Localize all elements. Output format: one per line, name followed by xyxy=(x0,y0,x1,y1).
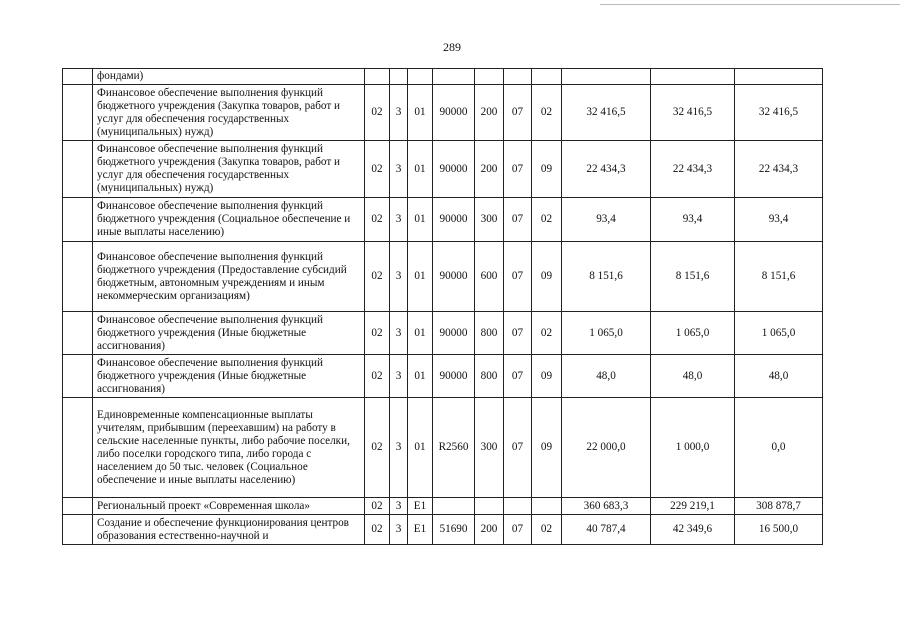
amount-cell: 0,0 xyxy=(735,398,823,498)
row-marker-cell xyxy=(63,312,93,355)
table-body xyxy=(63,69,823,545)
table-row xyxy=(63,498,823,515)
amount-cell: 308 878,7 xyxy=(735,498,823,515)
code-cell: 3 xyxy=(390,312,408,355)
code-cell: 07 xyxy=(504,141,532,198)
amount-cell: 40 787,4 xyxy=(562,515,651,545)
row-marker-cell xyxy=(63,515,93,545)
item-name: Финансовое обеспечение выполнения функций бюджетного учреждения (Социальное обеспечение и иные выплаты населению) xyxy=(93,198,365,242)
code-cell: 3 xyxy=(390,141,408,198)
code-cell: 3 xyxy=(390,198,408,242)
code-cell xyxy=(408,69,433,85)
code-cell xyxy=(504,69,532,85)
code-cell: 02 xyxy=(365,515,390,545)
amount-cell: 22 434,3 xyxy=(735,141,823,198)
item-name: Создание и обеспечение функционирования центров образования естественно-научной и xyxy=(93,515,365,545)
code-cell xyxy=(504,498,532,515)
code-cell: 01 xyxy=(408,198,433,242)
code-cell: 02 xyxy=(365,398,390,498)
code-cell: 90000 xyxy=(433,355,475,398)
row-marker-cell xyxy=(63,141,93,198)
row-marker-cell xyxy=(63,85,93,141)
code-cell xyxy=(532,498,562,515)
amount-cell: 32 416,5 xyxy=(651,85,735,141)
amount-cell xyxy=(651,69,735,85)
code-cell xyxy=(475,69,504,85)
item-name: Финансовое обеспечение выполнения функций бюджетного учреждения (Иные бюджетные ассигнования) xyxy=(93,312,365,355)
code-cell xyxy=(365,69,390,85)
row-marker-cell xyxy=(63,498,93,515)
code-cell: 02 xyxy=(365,355,390,398)
item-name: Финансовое обеспечение выполнения функций бюджетного учреждения (Закупка товаров, работ и услуг для обеспечения государственных (муниципальных) нужд) xyxy=(93,141,365,198)
code-cell: 02 xyxy=(532,312,562,355)
code-cell: 51690 xyxy=(433,515,475,545)
amount-cell: 16 500,0 xyxy=(735,515,823,545)
row-marker-cell xyxy=(63,355,93,398)
code-cell: 07 xyxy=(504,355,532,398)
code-cell: 01 xyxy=(408,85,433,141)
code-cell: 09 xyxy=(532,398,562,498)
amount-cell: 1 065,0 xyxy=(651,312,735,355)
amount-cell: 93,4 xyxy=(735,198,823,242)
item-name: Финансовое обеспечение выполнения функций бюджетного учреждения (Иные бюджетные ассигнования) xyxy=(93,355,365,398)
amount-cell: 48,0 xyxy=(562,355,651,398)
code-cell: E1 xyxy=(408,498,433,515)
row-marker-cell xyxy=(63,398,93,498)
code-cell: 90000 xyxy=(433,242,475,312)
item-name: Единовременные компенсационные выплаты учителям, прибывшим (переехавшим) на работу в сельские населенные пункты, либо рабочие поселки, либо поселки городского типа, либо города с населением до 50 тыс. человек (Социальное обеспечение и иные выплаты населению) xyxy=(93,398,365,498)
code-cell: 90000 xyxy=(433,198,475,242)
amount-cell: 42 349,6 xyxy=(651,515,735,545)
table-row xyxy=(63,69,823,85)
code-cell: 02 xyxy=(365,85,390,141)
code-cell: 600 xyxy=(475,242,504,312)
code-cell: 200 xyxy=(475,85,504,141)
code-cell: 3 xyxy=(390,355,408,398)
amount-cell: 360 683,3 xyxy=(562,498,651,515)
amount-cell: 48,0 xyxy=(651,355,735,398)
amount-cell: 93,4 xyxy=(562,198,651,242)
amount-cell xyxy=(562,69,651,85)
code-cell: 07 xyxy=(504,515,532,545)
table-row xyxy=(63,141,823,198)
amount-cell: 48,0 xyxy=(735,355,823,398)
code-cell: 09 xyxy=(532,242,562,312)
code-cell: 200 xyxy=(475,515,504,545)
row-marker-cell xyxy=(63,198,93,242)
code-cell: 01 xyxy=(408,141,433,198)
code-cell xyxy=(433,69,475,85)
code-cell xyxy=(390,69,408,85)
amount-cell: 22 434,3 xyxy=(651,141,735,198)
code-cell xyxy=(532,69,562,85)
item-name: фондами) xyxy=(93,69,365,85)
code-cell: 01 xyxy=(408,355,433,398)
item-name: Финансовое обеспечение выполнения функций бюджетного учреждения (Предоставление субсидий бюджетным, автономным учреждениям и иным некоммерческим организациям) xyxy=(93,242,365,312)
code-cell: 300 xyxy=(475,398,504,498)
table-row xyxy=(63,85,823,141)
code-cell: 01 xyxy=(408,398,433,498)
row-marker-cell xyxy=(63,242,93,312)
table-row xyxy=(63,312,823,355)
code-cell: 07 xyxy=(504,85,532,141)
code-cell: 01 xyxy=(408,242,433,312)
amount-cell: 22 434,3 xyxy=(562,141,651,198)
table-row xyxy=(63,515,823,545)
code-cell: 01 xyxy=(408,312,433,355)
code-cell: 02 xyxy=(365,242,390,312)
code-cell: 02 xyxy=(532,198,562,242)
code-cell: 07 xyxy=(504,398,532,498)
code-cell: 200 xyxy=(475,141,504,198)
amount-cell: 32 416,5 xyxy=(735,85,823,141)
code-cell: 07 xyxy=(504,312,532,355)
amount-cell: 32 416,5 xyxy=(562,85,651,141)
amount-cell: 22 000,0 xyxy=(562,398,651,498)
table-row xyxy=(63,398,823,498)
budget-table xyxy=(62,68,823,545)
code-cell: 800 xyxy=(475,312,504,355)
code-cell: 02 xyxy=(365,498,390,515)
table-row xyxy=(63,355,823,398)
amount-cell: 93,4 xyxy=(651,198,735,242)
code-cell: 300 xyxy=(475,198,504,242)
item-name: Финансовое обеспечение выполнения функций бюджетного учреждения (Закупка товаров, работ и услуг для обеспечения государственных (муниципальных) нужд) xyxy=(93,85,365,141)
code-cell: 02 xyxy=(532,85,562,141)
code-cell: 3 xyxy=(390,515,408,545)
code-cell: 3 xyxy=(390,242,408,312)
amount-cell: 8 151,6 xyxy=(735,242,823,312)
code-cell: 90000 xyxy=(433,85,475,141)
scan-edge-line xyxy=(600,4,900,5)
table-row xyxy=(63,242,823,312)
code-cell: 90000 xyxy=(433,312,475,355)
code-cell: R2560 xyxy=(433,398,475,498)
amount-cell: 1 000,0 xyxy=(651,398,735,498)
code-cell: 02 xyxy=(365,312,390,355)
code-cell: 3 xyxy=(390,398,408,498)
code-cell: 3 xyxy=(390,498,408,515)
code-cell xyxy=(475,498,504,515)
code-cell: 02 xyxy=(365,141,390,198)
code-cell: 09 xyxy=(532,141,562,198)
row-marker-cell xyxy=(63,69,93,85)
code-cell xyxy=(433,498,475,515)
amount-cell: 1 065,0 xyxy=(562,312,651,355)
code-cell: 02 xyxy=(532,515,562,545)
item-name: Региональный проект «Современная школа» xyxy=(93,498,365,515)
amount-cell: 8 151,6 xyxy=(562,242,651,312)
code-cell: 02 xyxy=(365,198,390,242)
code-cell: 07 xyxy=(504,242,532,312)
code-cell: 90000 xyxy=(433,141,475,198)
code-cell: E1 xyxy=(408,515,433,545)
code-cell: 800 xyxy=(475,355,504,398)
table-row xyxy=(63,198,823,242)
code-cell: 07 xyxy=(504,198,532,242)
amount-cell: 1 065,0 xyxy=(735,312,823,355)
code-cell: 3 xyxy=(390,85,408,141)
amount-cell: 8 151,6 xyxy=(651,242,735,312)
page-number: 289 xyxy=(443,40,461,54)
code-cell: 09 xyxy=(532,355,562,398)
amount-cell xyxy=(735,69,823,85)
amount-cell: 229 219,1 xyxy=(651,498,735,515)
